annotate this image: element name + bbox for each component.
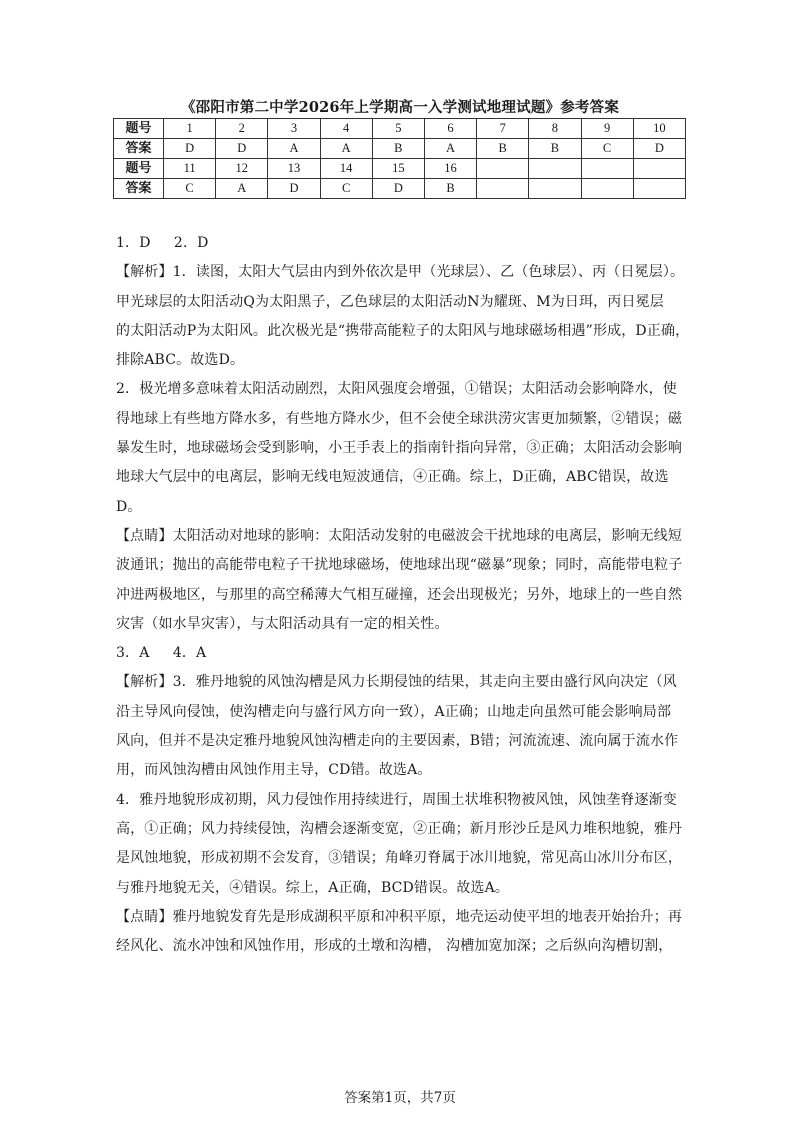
text-line: 风向，但并不是决定雅丹地貌风蚀沟槽走向的主要因素，B错；河流流速、流向属于流水作 [116,733,679,750]
text-line: 冲进两极地区，与那里的高空稀薄大气相互碰撞，还会出现极光；另外，地球上的一些自然 [116,586,682,603]
table-cell: 15 [372,159,424,179]
text-line: 2．极光增多意味着太阳活动剧烈，太阳风强度会增强，①错误；太阳活动会影响降水，使 [116,381,677,398]
table-cell: 6 [424,119,476,139]
answer-explanations [116,229,688,961]
text-line: 沿主导风向侵蚀，使沟槽走向与盛行风方向一致），A正确；山地走向虽然可能会影响局部 [116,703,672,720]
text-line: 与雅丹地貌无关，④错误。综上，A正确，BCD错误。故选A。 [116,879,510,896]
table-cell: 1 [164,119,216,139]
table-cell: 16 [424,159,476,179]
table-cell: D [372,179,424,199]
table-cell: 12 [216,159,268,179]
table-cell: B [372,139,424,159]
table-cell [529,159,581,179]
table-cell [581,179,633,199]
text-line: 暴发生时，地球磁场会受到影响，小王手表上的指南针指向异常，③正确；太阳活动会影响 [116,440,682,457]
table-row [114,139,686,159]
table-cell: 14 [320,159,372,179]
table-cell: B [477,139,529,159]
row-header-cell: 题号 [114,119,164,139]
text-line: 甲光球层的太阳活动Q为太阳黑子，乙色球层的太阳活动N为耀斑、M为日珥，丙日冕层 [116,293,664,310]
table-cell: C [164,179,216,199]
text-line: 地球大气层中的电离层，影响无线电短波通信，④正确。综上，D正确，ABC错误，故选 [116,469,669,486]
table-cell [633,159,685,179]
row-header-cell: 答案 [114,179,164,199]
table-cell: D [633,139,685,159]
table-cell: 9 [581,119,633,139]
table-cell: 2 [216,119,268,139]
table-cell: C [581,139,633,159]
text-line: 高，①正确；风力持续侵蚀，沟槽会逐渐变宽，②正确；新月形沙丘是风力堆积地貌，雅丹 [116,820,682,837]
table-cell: 3 [268,119,320,139]
text-line: 【点睛】雅丹地貌发育先是形成湖积平原和冲积平原，地壳运动使平坦的地表开始抬升；再 [116,908,682,925]
text-line: 是风蚀地貌，形成初期不会发育，③错误；角峰刃脊属于冰川地貌，常见高山冰川分布区， [116,850,682,867]
table-cell: 4 [320,119,372,139]
table-cell [477,179,529,199]
table-row [114,159,686,179]
text-line: 波通讯；抛出的高能带电粒子干扰地球磁场，使地球出现“磁暴”现象；同时，高能带电粒子 [116,557,683,574]
table-cell: C [320,179,372,199]
table-cell: A [268,139,320,159]
table-cell: A [424,139,476,159]
text-line: 排除ABC。故选D。 [116,352,245,369]
text-line: 得地球上有些地方降水多，有些地方降水少，但不会使全球洪涝灾害更加频繁，②错误；磁 [116,410,682,427]
table-cell [581,159,633,179]
text-line: 1．D 2．D [116,235,209,251]
table-cell: D [268,179,320,199]
text-line: 用，而风蚀沟槽由风蚀作用主导，CD错。故选A。 [116,762,432,779]
answer-table [113,118,686,199]
table-cell: D [216,139,268,159]
text-line: 4．雅丹地貌形成初期，风力侵蚀作用持续进行，周围土状堆积物被风蚀，风蚀垄脊逐渐变 [116,791,677,808]
table-cell: 11 [164,159,216,179]
row-header-cell: 答案 [114,139,164,159]
table-cell [529,179,581,199]
table-cell: 5 [372,119,424,139]
table-cell: 7 [477,119,529,139]
table-cell [633,179,685,199]
table-cell: 10 [633,119,685,139]
text-line: 3．A 4．A [116,645,207,662]
table-cell: D [164,139,216,159]
table-cell: B [529,139,581,159]
text-line: 经风化、流水冲蚀和风蚀作用，形成的土墩和沟槽， 沟槽加宽加深；之后纵向沟槽切割， [116,938,673,955]
row-header-cell: 题号 [114,159,164,179]
text-line: 的太阳活动P为太阳风。此次极光是“携带高能粒子的太阳风与地球磁场相遇”形成，D正确， [116,322,690,339]
text-line: D。 [116,498,142,515]
table-cell: B [424,179,476,199]
text-line: 【点睛】太阳活动对地球的影响：太阳活动发射的电磁波会干扰地球的电离层，影响无线短 [116,527,682,544]
text-line: 【解析】3．雅丹地貌的风蚀沟槽是风力长期侵蚀的结果，其走向主要由盛行风向决定（风 [116,674,677,691]
table-cell [477,159,529,179]
table-row [114,119,686,139]
table-cell: A [216,179,268,199]
table-cell: 13 [268,159,320,179]
text-line: 灾害（如水旱灾害），与太阳活动具有一定的相关性。 [116,615,449,632]
page-footer: 答案第1页，共7页 [344,1090,456,1106]
table-row [114,179,686,199]
table-cell: A [320,139,372,159]
text-line: 【解析】1．读图，太阳大气层由内到外依次是甲（光球层）、乙（色球层）、丙（日冕层）。 [116,264,685,281]
document-title: 《邵阳市第二中学2026年上学期高一入学测试地理试题》参考答案 [180,99,620,116]
table-cell: 8 [529,119,581,139]
